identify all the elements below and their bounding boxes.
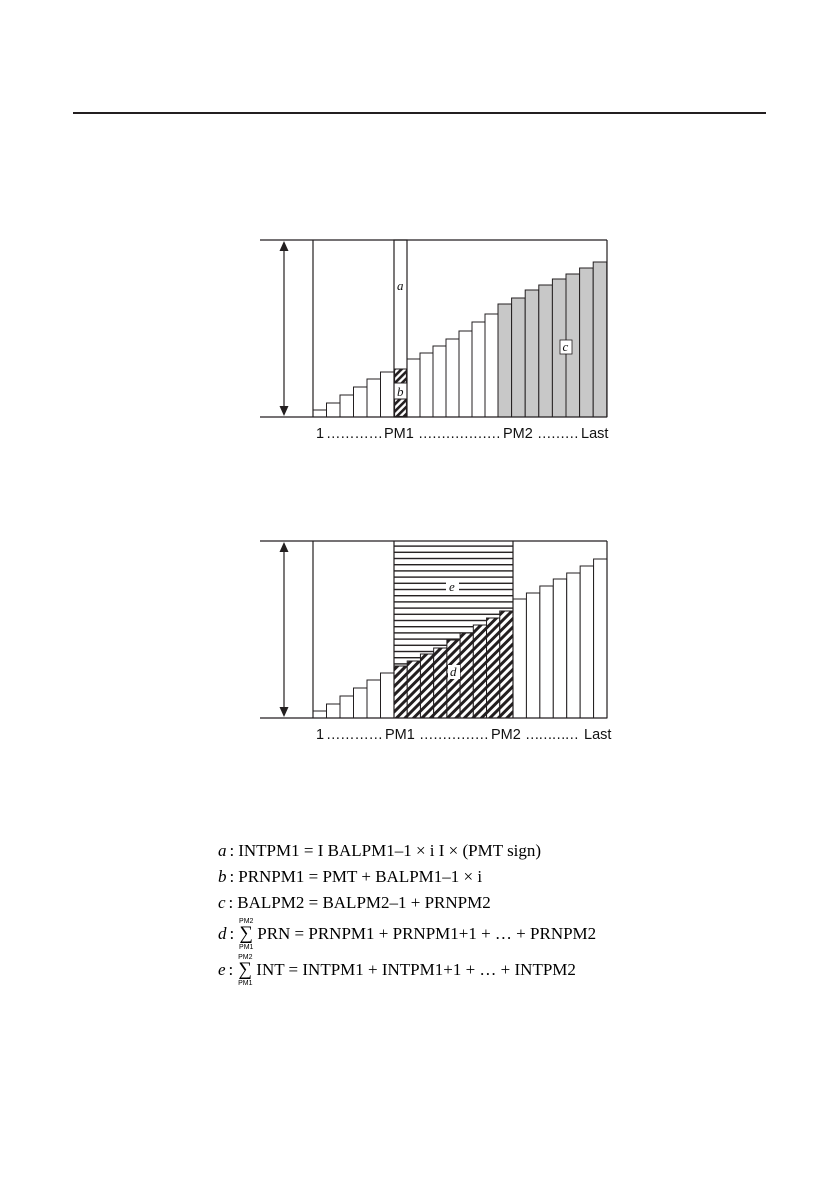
period-bar xyxy=(340,395,354,417)
period-bar-shaded xyxy=(580,268,594,417)
axis-label-first: 1 xyxy=(316,727,325,743)
period-bar-shaded xyxy=(498,304,512,417)
period-bar xyxy=(446,339,459,417)
axis-label-last: Last xyxy=(584,727,612,743)
summation-icon: ∑ PM2 PM1 xyxy=(238,916,254,952)
period-bar xyxy=(367,680,381,718)
colon: : xyxy=(228,893,234,912)
axis-leader: ………… xyxy=(326,426,383,442)
period-bar-hatched xyxy=(420,654,433,718)
axis-leader: ……………… xyxy=(418,426,501,442)
arrow-head-down xyxy=(280,707,289,717)
formula-key: b xyxy=(218,867,227,886)
period-bar xyxy=(381,673,395,718)
region-b-hatch-upper xyxy=(395,369,407,383)
colon: : xyxy=(228,960,234,979)
period-bar-shaded xyxy=(512,298,526,417)
sum-lower-limit: PM1 xyxy=(239,944,254,951)
axis-leader: ………… xyxy=(525,727,579,743)
sum-lower-limit: PM1 xyxy=(238,980,253,987)
period-bar-hatched xyxy=(394,666,407,718)
axis-label-last: Last xyxy=(581,426,609,442)
period-bar-hatched xyxy=(434,648,447,718)
period-bar xyxy=(381,372,395,417)
period-bar-hatched xyxy=(473,625,486,718)
region-d-label: d xyxy=(450,664,457,679)
axis-label-pm1: PM1 xyxy=(385,727,415,743)
formula-key: a xyxy=(218,841,227,860)
colon: : xyxy=(229,841,235,860)
period-bar xyxy=(313,711,327,718)
amortization-diagram-sums xyxy=(240,533,620,748)
period-bar-shaded xyxy=(539,285,553,417)
period-bar xyxy=(327,704,341,718)
region-b-label: b xyxy=(397,384,404,399)
period-bar xyxy=(553,579,566,718)
region-b-hatch-lower xyxy=(395,399,407,416)
formula-expression: INT = INTPM1 + INTPM1+1 + … + INTPM2 xyxy=(256,960,576,979)
period-bar xyxy=(367,379,381,417)
axis-leader: …………… xyxy=(419,727,489,743)
axis-label-pm2: PM2 xyxy=(491,727,521,743)
formula-a xyxy=(218,838,638,864)
top-rule xyxy=(73,112,766,114)
formula-e xyxy=(218,952,638,988)
period-bar xyxy=(540,586,553,718)
formula-expression: PRNPM1 = PMT + BALPM1–1 × i xyxy=(238,867,483,886)
axis-label-pm2: PM2 xyxy=(503,426,533,442)
formula-expression: PRN = PRNPM1 + PRNPM1+1 + … + PRNPM2 xyxy=(257,924,597,943)
period-bar-hatched xyxy=(407,661,420,718)
sum-upper-limit: PM2 xyxy=(239,918,254,925)
period-bar-hatched xyxy=(487,618,500,718)
summation-icon: ∑ PM2 PM1 xyxy=(237,952,253,988)
arrow-head-up xyxy=(280,241,289,251)
formula-key: d xyxy=(218,924,227,943)
period-bar xyxy=(580,566,593,718)
amortization-diagram-principal-interest xyxy=(240,232,620,447)
period-bar xyxy=(407,359,420,417)
period-bar xyxy=(472,322,485,417)
period-bar xyxy=(433,346,446,417)
formula-b xyxy=(218,864,638,890)
period-bar xyxy=(420,353,433,417)
formula-expression: BALPM2 = BALPM2–1 + PRNPM2 xyxy=(237,893,491,912)
arrow-head-up xyxy=(280,542,289,552)
period-bar xyxy=(459,331,472,417)
formula-c xyxy=(218,890,638,916)
period-bar-shaded xyxy=(593,262,607,417)
period-bar xyxy=(485,314,498,417)
period-bar xyxy=(567,573,580,718)
region-e-label: e xyxy=(449,579,455,594)
axis-leader: ………… xyxy=(326,727,383,743)
formula-d xyxy=(218,916,638,952)
period-bar xyxy=(313,410,327,417)
colon: : xyxy=(229,867,235,886)
region-a-label: a xyxy=(397,278,404,293)
formula-list xyxy=(218,838,638,988)
period-bar-hatched xyxy=(500,611,513,718)
period-bar xyxy=(340,696,354,718)
axis-label-first: 1 xyxy=(316,426,325,442)
arrow-head-down xyxy=(280,406,289,416)
sum-upper-limit: PM2 xyxy=(238,954,253,961)
period-bar xyxy=(594,559,607,718)
period-bar xyxy=(526,593,539,718)
period-bar xyxy=(354,688,368,718)
period-bar xyxy=(327,403,341,417)
formula-expression: INTPM1 = I BALPM1–1 × i I × (PMT sign) xyxy=(238,841,542,860)
period-bar xyxy=(354,387,368,417)
period-bar-shaded xyxy=(525,290,539,417)
formula-key: c xyxy=(218,893,226,912)
colon: : xyxy=(229,924,235,943)
period-bar xyxy=(513,599,526,718)
axis-leader: ……… xyxy=(537,426,579,442)
formula-key: e xyxy=(218,960,226,979)
axis-label-pm1: PM1 xyxy=(384,426,414,442)
region-c-label: c xyxy=(562,339,569,354)
period-bar-hatched xyxy=(460,633,473,718)
